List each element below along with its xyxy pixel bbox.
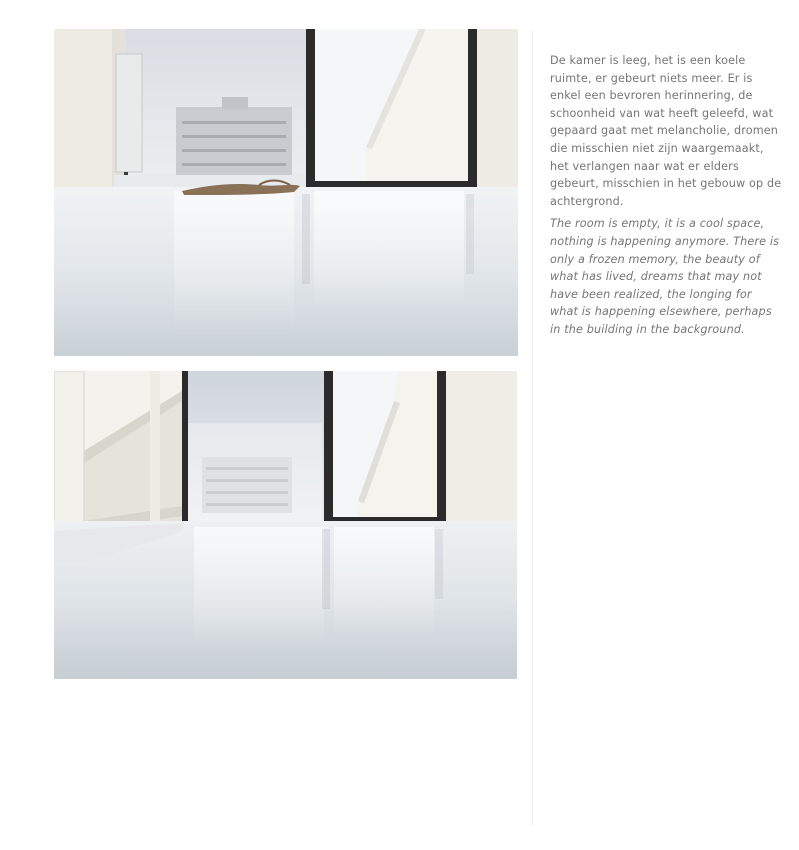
- empty-room-photo-1: [54, 29, 518, 356]
- photo-1-illustration: [54, 29, 518, 356]
- caption-english: The room is empty, it is a cool space, nothing is happening anymore. There is only a frozen memory, the beauty of what has lived, dreams that may not have been realized, the longing for what is happening elsewhere, perhaps in the building in the background.: [550, 217, 780, 336]
- photo-2-illustration: [54, 371, 517, 679]
- empty-room-photo-2: [54, 371, 517, 679]
- caption-dutch: De kamer is leeg, het is een koele ruimte, er gebeurt niets meer. Er is enkel een bevroren herinnering, de schoonheid van wat heeft geleefd, wat gepaard gaat met melancholie, dromen die misschien niet zijn waargemaakt, het verlangen naar wat er elders gebeurt, misschien in het gebouw op de achtergrond.: [550, 54, 782, 208]
- column-divider: [532, 30, 533, 826]
- caption: [550, 52, 782, 339]
